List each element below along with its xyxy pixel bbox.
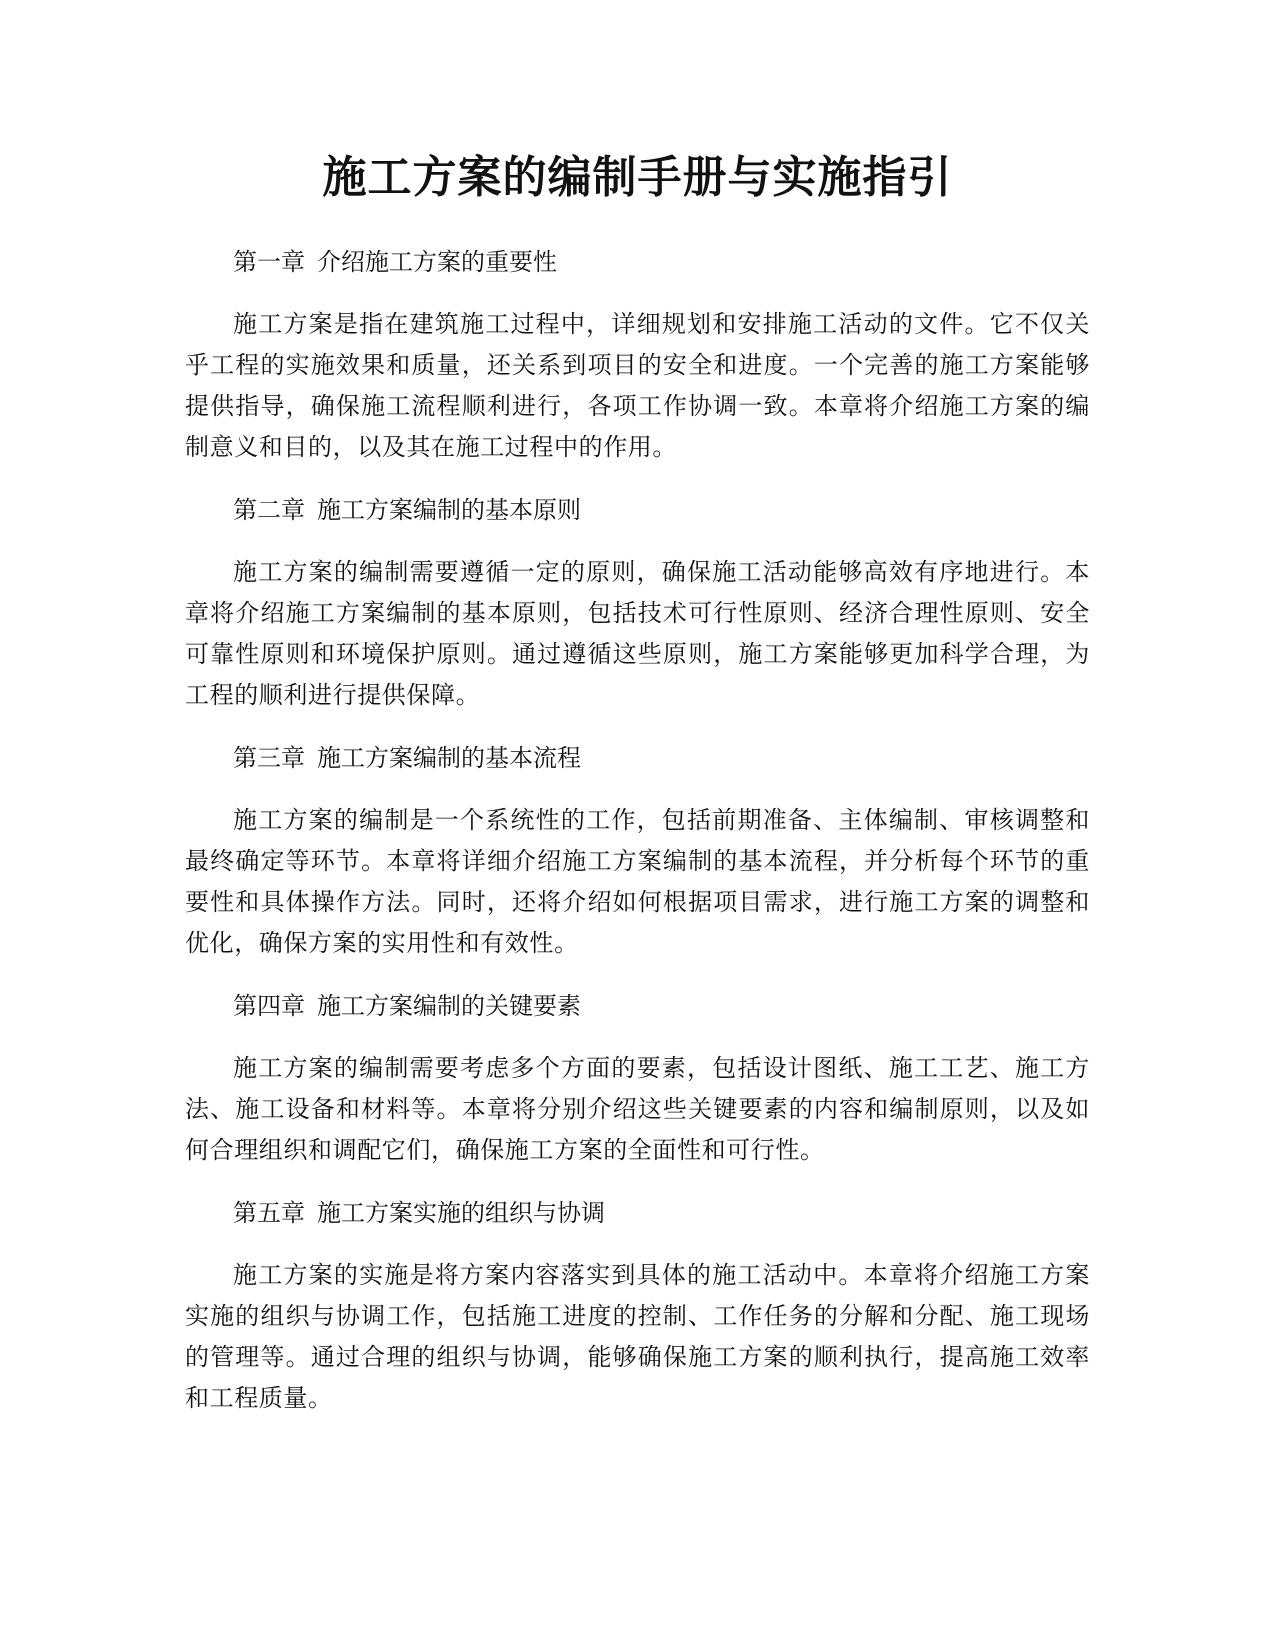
document-body [185, 242, 1090, 1441]
chapter-paragraph-3: 施工方案的编制是一个系统性的工作，包括前期准备、主体编制、审核调整和最终确定等环节。本章将详细介绍施工方案编制的基本流程，并分析每个环节的重要性和具体操作方法。同时，还将介绍如何根据项目需求，进行施工方案的调整和优化，确保方案的实用性和有效性。 [185, 806, 1090, 957]
chapter-paragraph-4: 施工方案的编制需要考虑多个方面的要素，包括设计图纸、施工工艺、施工方法、施工设备和材料等。本章将分别介绍这些关键要素的内容和编制原则，以及如何合理组织和调配它们，确保施工方案的全面性和可行性。 [185, 1054, 1090, 1164]
chapter-paragraph-1: 施工方案是指在建筑施工过程中，详细规划和安排施工活动的文件。它不仅关乎工程的实施效果和质量，还关系到项目的安全和进度。一个完善的施工方案能够提供指导，确保施工流程顺利进行，各项工作协调一致。本章将介绍施工方案的编制意义和目的，以及其在施工过程中的作用。 [185, 310, 1090, 461]
chapter-number: 第四章 [233, 992, 305, 1020]
chapter-heading-1 [185, 242, 1090, 282]
chapter-number: 第二章 [233, 496, 305, 524]
chapter-title: 施工方案编制的关键要素 [317, 992, 581, 1020]
chapter-number: 第一章 [233, 248, 305, 276]
document-title: 施工方案的编制手册与实施指引 [322, 152, 953, 203]
chapter-title: 施工方案实施的组织与协调 [317, 1199, 605, 1227]
chapter-title: 施工方案编制的基本原则 [317, 496, 581, 524]
chapter-title: 施工方案编制的基本流程 [317, 744, 581, 772]
chapter-heading-5 [185, 1193, 1090, 1233]
chapter-heading-4 [185, 986, 1090, 1026]
chapter-number: 第三章 [233, 744, 305, 772]
chapter-paragraph-5: 施工方案的实施是将方案内容落实到具体的施工活动中。本章将介绍施工方案实施的组织与协调工作，包括施工进度的控制、工作任务的分解和分配、施工现场的管理等。通过合理的组织与协调，能够确保施工方案的顺利执行，提高施工效率和工程质量。 [185, 1261, 1090, 1412]
chapter-title: 介绍施工方案的重要性 [317, 248, 557, 276]
chapter-heading-3 [185, 738, 1090, 778]
chapter-number: 第五章 [233, 1199, 305, 1227]
chapter-paragraph-2: 施工方案的编制需要遵循一定的原则，确保施工活动能够高效有序地进行。本章将介绍施工方案编制的基本原则，包括技术可行性原则、经济合理性原则、安全可靠性原则和环境保护原则。通过遵循这些原则，施工方案能够更加科学合理，为工程的顺利进行提供保障。 [185, 558, 1090, 709]
chapter-heading-2 [185, 490, 1090, 530]
